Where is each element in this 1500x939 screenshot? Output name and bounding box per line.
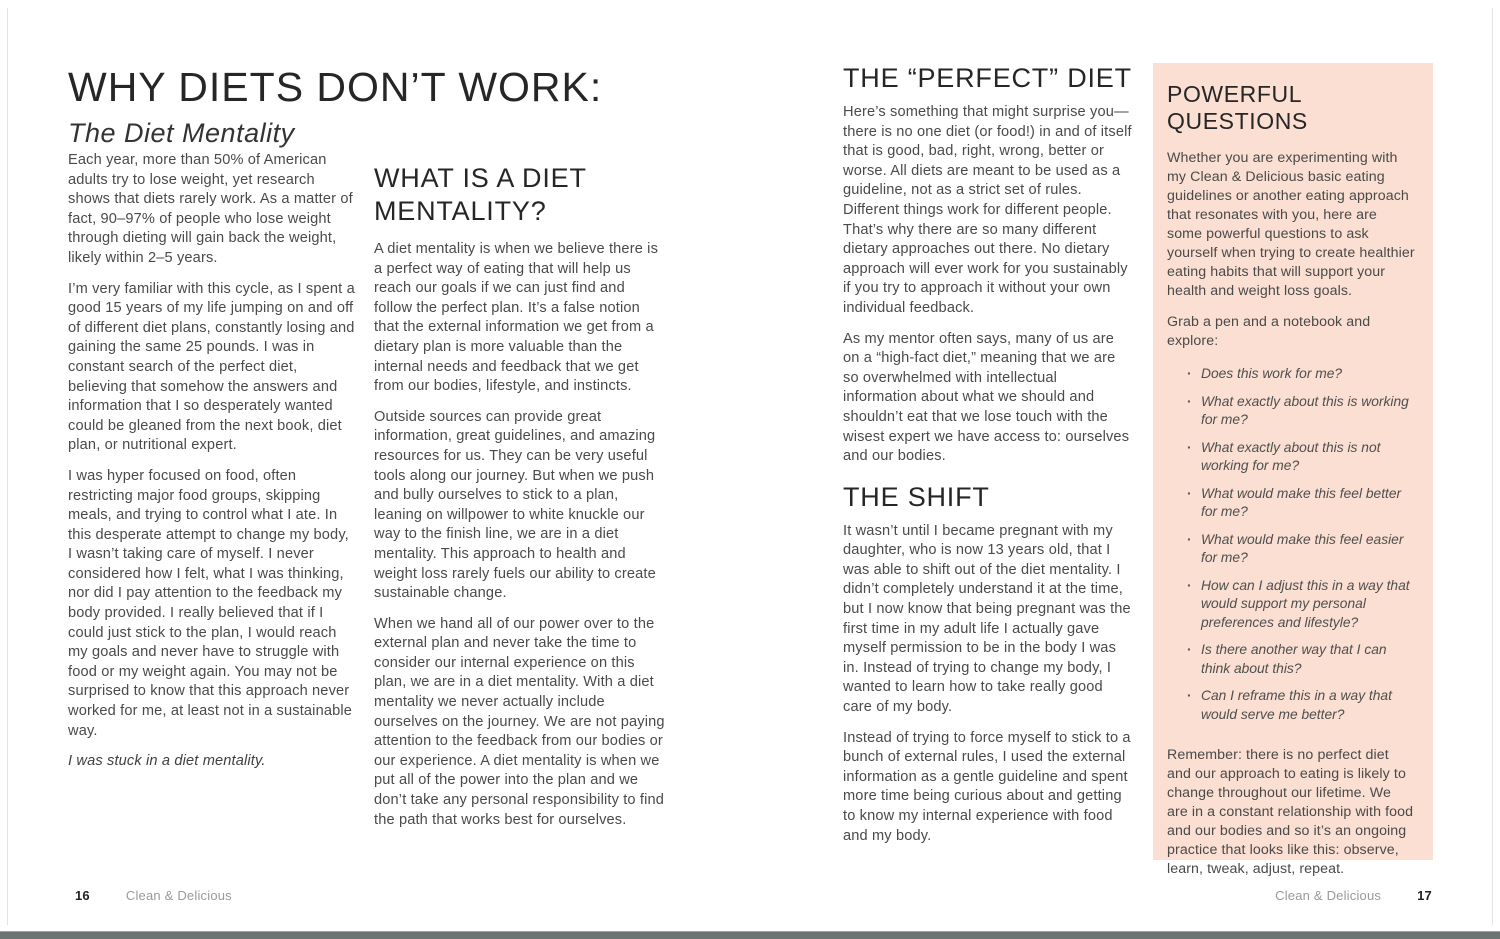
question-text: How can I adjust this in a way that would support my personal preferences and lifestyle? [1201, 577, 1410, 630]
question-item [1187, 485, 1415, 522]
page-number: 17 [1417, 888, 1432, 903]
bullet-icon [1187, 393, 1192, 412]
left-column-1 [68, 151, 356, 783]
bullet-icon [1187, 531, 1192, 550]
paragraph: A diet mentality is when we believe there is a perfect way of eating that will help us reach our goals if we can just find and follow the perfect plan. It’s a false notion that the external information we get from a dietary plan is more valuable than the internal needs and feedback that we get from our bodies, lifestyle, and instincts. [374, 241, 659, 395]
question-item [1187, 393, 1415, 430]
paragraph: Each year, more than 50% of American adults try to lose weight, yet research shows that diets rarely work. As a matter of fact, 90–97% of people who lose weight through dieting will gain back the weight, likely within 2–5 years. [68, 152, 353, 266]
question-text: What would make this feel easier for me? [1201, 531, 1404, 565]
page-number: 16 [75, 888, 90, 903]
left-column-2 [374, 162, 666, 841]
right-page-footer [1275, 888, 1432, 903]
section-heading-the-shift: THE SHIFT [843, 481, 990, 512]
page-scan-edge-right [1492, 8, 1493, 925]
bullet-icon [1187, 687, 1192, 706]
question-item [1187, 687, 1415, 724]
paragraph: When we hand all of our power over to the external plan and never take the time to consider our internal experience on this plan, we are in a diet mentality. With a diet mentality we never actually include ourselves on the journey. We are not paying attention to the feedback from our bodies or our experience. A diet mentality is when we put all of the power into the plan and we don’t take any personal responsibility to find the path that works best for ourselves. [374, 615, 665, 828]
bullet-icon [1187, 577, 1192, 596]
left-page-footer [75, 888, 232, 903]
question-item [1187, 531, 1415, 568]
question-text: Does this work for me? [1201, 366, 1343, 381]
bullet-icon [1187, 485, 1192, 504]
paragraph: As my mentor often says, many of us are on a “high-fact diet,” meaning that we are so overwhelmed with intellectual information about what we should and shouldn’t eat that we lose touch with the wisest expert we have access to: ourselves and our bodies. [843, 330, 1130, 465]
question-text: What would make this feel better for me? [1201, 485, 1402, 519]
question-item [1187, 577, 1415, 633]
scan-bottom-bar [0, 931, 1500, 939]
question-text: What exactly about this is not working for me? [1201, 439, 1381, 473]
paragraph: Instead of trying to force myself to stick to a bunch of external rules, I used the external information as a gentle guideline and spent more time being curious about and getting to know my internal experience with food and my body. [843, 729, 1131, 844]
panel-prompt: Grab a pen and a notebook and explore: [1167, 314, 1371, 349]
right-column-1 [843, 62, 1133, 857]
section-heading-the-perfect-diet: THE “PERFECT” DIET [843, 63, 1132, 93]
section-heading-what-is-a-diet-mentality: WHAT IS A DIET MENTALITY? [374, 163, 587, 226]
running-book-title: Clean & Delicious [1275, 888, 1382, 903]
bullet-icon [1187, 641, 1192, 660]
bullet-icon [1187, 365, 1192, 384]
question-text: Can I reframe this in a way that would serve me better? [1201, 688, 1392, 722]
left-page-header [68, 64, 688, 149]
paragraph: Outside sources can provide great information, great guidelines, and amazing resources for us. They can be very useful tools along our journey. But when we push and bully ourselves to stick to a plan, leaning on willpower to white knuckle our way to the finish line, we are in a diet mentality. This approach to health and weight loss rarely fuels our ability to create sustainable change. [374, 408, 656, 602]
page-scan-edge-left [7, 8, 8, 925]
questions-list [1167, 365, 1415, 724]
panel-intro: Whether you are experimenting with my Clean & Delicious basic eating guidelines or another eating approach that resonates with you, here are some powerful questions to ask yourself when trying to create healthier eating habits that will support your health and weight loss goals. [1167, 150, 1415, 299]
question-item [1187, 439, 1415, 476]
question-item [1187, 641, 1415, 678]
question-text: What exactly about this is working for me? [1201, 393, 1409, 427]
paragraph: Here’s something that might surprise you—there is no one diet (or food!) in and of itself that is good, bad, right, wrong, better or worse. All diets are meant to be used as a guideline, not as a strict set of rules. Different things work for different people. That’s why there are so many different dietary approaches out there. No dietary approach will ever work for you sustainably if you try to approach it without your own individual feedback. [843, 104, 1132, 316]
panel-reminder: Remember: there is no perfect diet and our approach to eating is likely to change throughout our lifetime. We are in a constant relationship with food and our bodies and so it’s an ongoing practice that looks like this: observe, learn, tweak, adjust, repeat. [1167, 747, 1414, 877]
powerful-questions-panel [1153, 63, 1433, 877]
paragraph: I’m very familiar with this cycle, as I spent a good 15 years of my life jumping on and off of different diet plans, constantly losing and gaining the same 25 pounds. I was in constant search of the perfect diet, believing that somehow the answers and information that I so desperately wanted could be gleaned from the next book, diet plan, or nutritional expert. [68, 280, 355, 454]
page-title: WHY DIETS DON’T WORK: [68, 64, 603, 110]
question-text: Is there another way that I can think about this? [1201, 642, 1387, 676]
question-item [1187, 365, 1415, 384]
paragraph: I was hyper focused on food, often restricting major food groups, skipping meals, and trying to control what I ate. In this desperate attempt to change my body, I wasn’t taking care of myself. I never considered how I felt, what I was thinking, nor did I pay attention to the feedback my body provided. I really believed that if I could just stick to the plan, I would reach my goals and never have to struggle with food or my weight again. You may not be surprised to know that this approach never worked for me, at least not in a sustainable way. [68, 467, 353, 739]
running-book-title: Clean & Delicious [125, 888, 232, 903]
emphasis-note: I was stuck in a diet mentality. [68, 753, 266, 770]
page-subtitle: The Diet Mentality [68, 118, 295, 148]
bullet-icon [1187, 439, 1192, 458]
paragraph: It wasn’t until I became pregnant with my daughter, who is now 13 years old, that I was able to shift out of the diet mentality. I didn’t completely understand it at the time, but I now know that being pregnant was the first time in my adult life I actually gave myself permission to be in the body I was in. Instead of trying to change my body, I wanted to learn how to take really good care of my body. [843, 522, 1131, 716]
panel-heading: POWERFUL QUESTIONS [1167, 81, 1308, 134]
